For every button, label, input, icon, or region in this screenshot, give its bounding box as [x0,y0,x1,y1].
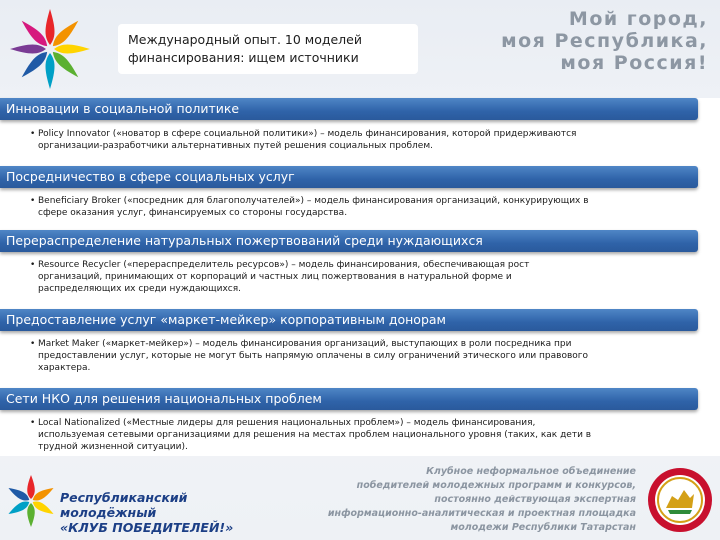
title-box [118,24,418,74]
star-logo-icon [6,6,94,92]
title-line-1: Международный опыт. 10 моделей [128,32,362,47]
section-heading-innovation: Инновации в социальной политике [0,98,698,120]
text-line: организаций, принимающих от корпораций и частных лиц пожертвования в натуральной форме и [38,272,512,282]
page-title [128,31,418,67]
slide-footer [0,456,720,540]
bullet: • [30,260,36,270]
text-line: Local Nationalized («Местные лидеры для решения национальных проблем») – модель финансирования, [38,418,536,428]
bullet: • [30,129,36,139]
club-desc-line: постоянно действующая экспертная [434,494,636,505]
text-line: распределяющих их среди нуждающихся. [38,284,242,294]
slide-header [0,0,720,98]
slogan-line-2: моя Республика, [501,30,708,52]
club-name [60,490,260,535]
text-line: трудной жизненной ситуации). [38,442,188,452]
club-desc-line: победителей молодежных программ и конкурсов, [356,480,636,491]
slogan-line-3: моя Россия! [560,52,708,74]
section-text-redistribution [30,259,698,295]
text-line: организации-разработчики альтернативных путей решения социальных проблем. [38,141,433,151]
club-star-logo-icon [6,470,56,532]
text-line: используемая сетевыми организациями для решения на местах проблем национального уровня (таких, как дети в [38,430,592,440]
club-name-line-2: «КЛУБ ПОБЕДИТЕЛЕЙ!» [60,520,234,535]
club-description [296,465,636,535]
text-line: предоставлении услуг, которые не могут быть напрямую оплачены в силу ограничений этического или правового [38,351,588,361]
section-heading-mediation: Посредничество в сфере социальных услуг [0,166,698,188]
bullet: • [30,196,36,206]
text-line: характера. [38,363,91,373]
section-text-market-maker [30,338,698,374]
slogan-line-1: Мой город, [568,8,708,30]
club-desc-line: информационно-аналитическая и проектная площадка [327,508,636,519]
bullet: • [30,418,36,428]
bullet: • [30,339,36,349]
section-text-innovation [30,128,698,152]
slide-content [0,98,720,456]
club-desc-line: молодежи Республики Татарстан [450,522,636,533]
text-line: Beneficiary Broker («посредник для благополучателей») – модель финансирования организаций, конкурирующих в [38,196,589,206]
text-line: Market Maker («маркет-мейкер») – модель финансирования организаций, выступающих в роли посредника при [38,339,572,349]
text-line: Resource Recycler («перераспределитель ресурсов») – модель финансирования, обеспечивающая рост [38,260,530,270]
club-name-line-1: Республиканский молодёжный [60,490,188,520]
section-text-mediation [30,195,698,219]
slogan [488,8,708,74]
text-line: Policy Innovator («новатор в сфере социальной политики») – модель финансирования, которой придерживаются [38,129,577,139]
text-line: сфере оказания услуг, финансируемых со стороны государства. [38,208,348,218]
section-text-ngo-networks [30,417,698,453]
club-desc-line: Клубное неформальное объединение [426,466,636,477]
tatarstan-emblem-icon [646,466,714,534]
section-heading-ngo-networks: Сети НКО для решения национальных проблем [0,388,698,410]
section-heading-market-maker: Предоставление услуг «маркет-мейкер» корпоративным донорам [0,309,698,331]
section-heading-redistribution: Перераспределение натуральных пожертвований среди нуждающихся [0,230,698,252]
title-line-2: финансирования: ищем источники [128,50,359,65]
